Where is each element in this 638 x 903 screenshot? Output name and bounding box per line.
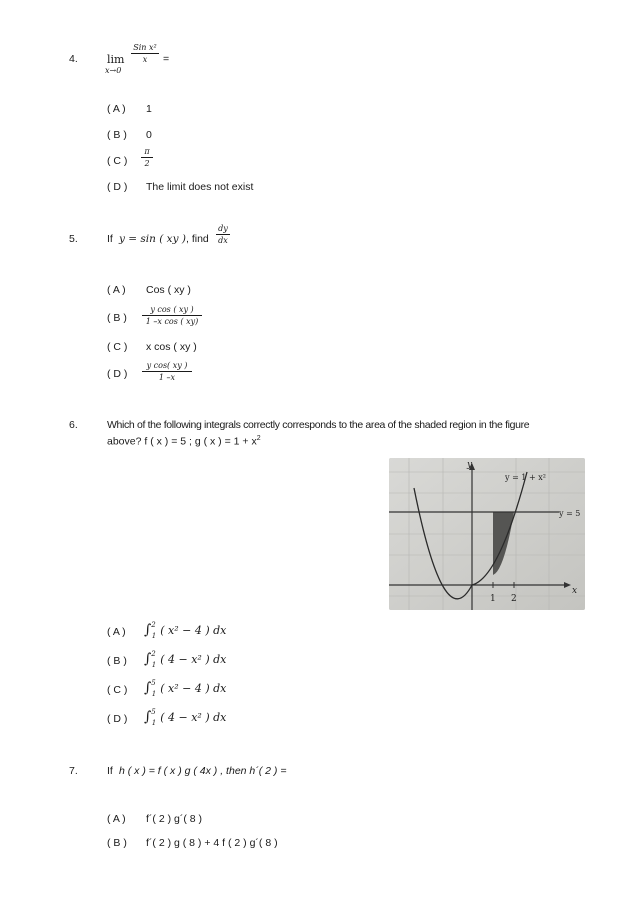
limit-operator <box>107 53 124 66</box>
curve-label: y = 1 + x² <box>505 473 546 482</box>
question-text-line2 <box>107 435 261 448</box>
option-label: ( C ) <box>107 684 128 696</box>
option-fraction <box>141 147 153 168</box>
lower-limit: 1 <box>151 632 157 640</box>
fraction-numerator: y cos ( xy ) <box>150 305 194 314</box>
lower-limit: 1 <box>151 661 157 669</box>
lower-limit: 1 <box>151 690 157 698</box>
question-prefix: If <box>107 765 113 777</box>
option-text: The limit does not exist <box>146 181 254 193</box>
line-label: y = 5 <box>559 509 581 518</box>
fraction-numerator: π <box>144 147 150 156</box>
fraction-denominator: 1 –x <box>158 373 176 382</box>
option-label: ( A ) <box>107 284 126 296</box>
option-fraction <box>142 361 192 382</box>
option-label: ( B ) <box>107 129 127 141</box>
integrand: ( x² − 4 ) dx <box>160 682 227 695</box>
equals-sign: = <box>163 53 170 65</box>
fraction-numerator: y cos( xy ) <box>146 361 188 370</box>
option-label: ( A ) <box>107 103 126 115</box>
option-text: f´( 2 ) g ( 8 ) + 4 f ( 2 ) g´( 8 ) <box>146 837 278 849</box>
question-text-line2-main: above? f ( x ) = 5 ; g ( x ) = 1 + x <box>107 435 257 448</box>
integral-expression: ∫$^2_1$ ( 4 − x² ) dx <box>144 650 227 669</box>
x-axis-label: x <box>572 586 578 596</box>
fraction-denominator: 1 –x cos ( xy) <box>145 317 199 326</box>
integrand: ( x² − 4 ) dx <box>160 624 227 637</box>
question-expression: h ( x ) = f ( x ) g ( 4x ) , then h´( 2 ) = <box>119 765 287 777</box>
option-label: ( A ) <box>107 813 126 825</box>
upper-limit: 5 <box>151 679 156 687</box>
option-label: ( B ) <box>107 655 127 667</box>
derivative-fraction <box>216 224 230 245</box>
option-text: f´( 2 ) g´( 8 ) <box>146 813 203 825</box>
superscript: 2 <box>256 435 261 442</box>
option-label: ( D ) <box>107 713 128 725</box>
fraction-numerator: dy <box>218 224 228 233</box>
option-text: 0 <box>146 129 152 141</box>
fraction-denominator: x <box>142 55 148 64</box>
question-text-line1: Which of the following integrals correctly corresponds to the area of the shaded region in the figure <box>107 419 530 431</box>
option-label: ( B ) <box>107 837 127 849</box>
option-label: ( C ) <box>107 341 128 353</box>
question-number: 5. <box>69 233 78 245</box>
integrand: ( 4 − x² ) dx <box>160 711 227 724</box>
graph-figure <box>389 458 585 610</box>
question-number: 6. <box>69 419 78 431</box>
limit-word: lim <box>107 53 125 66</box>
question-expression: y = sin ( xy ) <box>119 233 186 245</box>
integral-expression: ∫$^5_1$ ( x² − 4 ) dx <box>144 679 227 698</box>
option-label: ( D ) <box>107 181 128 193</box>
option-text: 1 <box>146 103 152 115</box>
option-text: x cos ( xy ) <box>146 341 197 353</box>
limit-fraction <box>131 43 159 64</box>
question-find: , find <box>186 233 209 245</box>
integral-expression: ∫$^2_1$ ( x² − 4 ) dx <box>144 621 227 640</box>
fraction-denominator: 2 <box>144 159 150 168</box>
tick-label-1: 1 <box>490 594 496 604</box>
question-prefix: If <box>107 233 113 245</box>
option-label: ( A ) <box>107 626 126 638</box>
tick-label-2: 2 <box>511 594 517 604</box>
integrand: ( 4 − x² ) dx <box>160 653 227 666</box>
option-fraction <box>142 305 202 326</box>
lower-limit: 1 <box>151 719 157 727</box>
fraction-denominator: dx <box>218 236 228 245</box>
upper-limit: 2 <box>151 650 156 658</box>
option-label: ( B ) <box>107 312 127 324</box>
limit-subscript: x→0 <box>105 66 122 75</box>
y-axis-label: y <box>467 460 473 470</box>
option-label: ( C ) <box>107 155 128 167</box>
question-number: 4. <box>69 53 78 65</box>
option-label: ( D ) <box>107 368 128 380</box>
upper-limit: 5 <box>151 708 156 716</box>
upper-limit: 2 <box>151 621 156 629</box>
question-number: 7. <box>69 765 78 777</box>
option-text: Cos ( xy ) <box>146 284 191 296</box>
integral-expression: ∫$^5_1$ ( 4 − x² ) dx <box>144 708 227 727</box>
fraction-numerator: Sin x² <box>133 43 157 52</box>
